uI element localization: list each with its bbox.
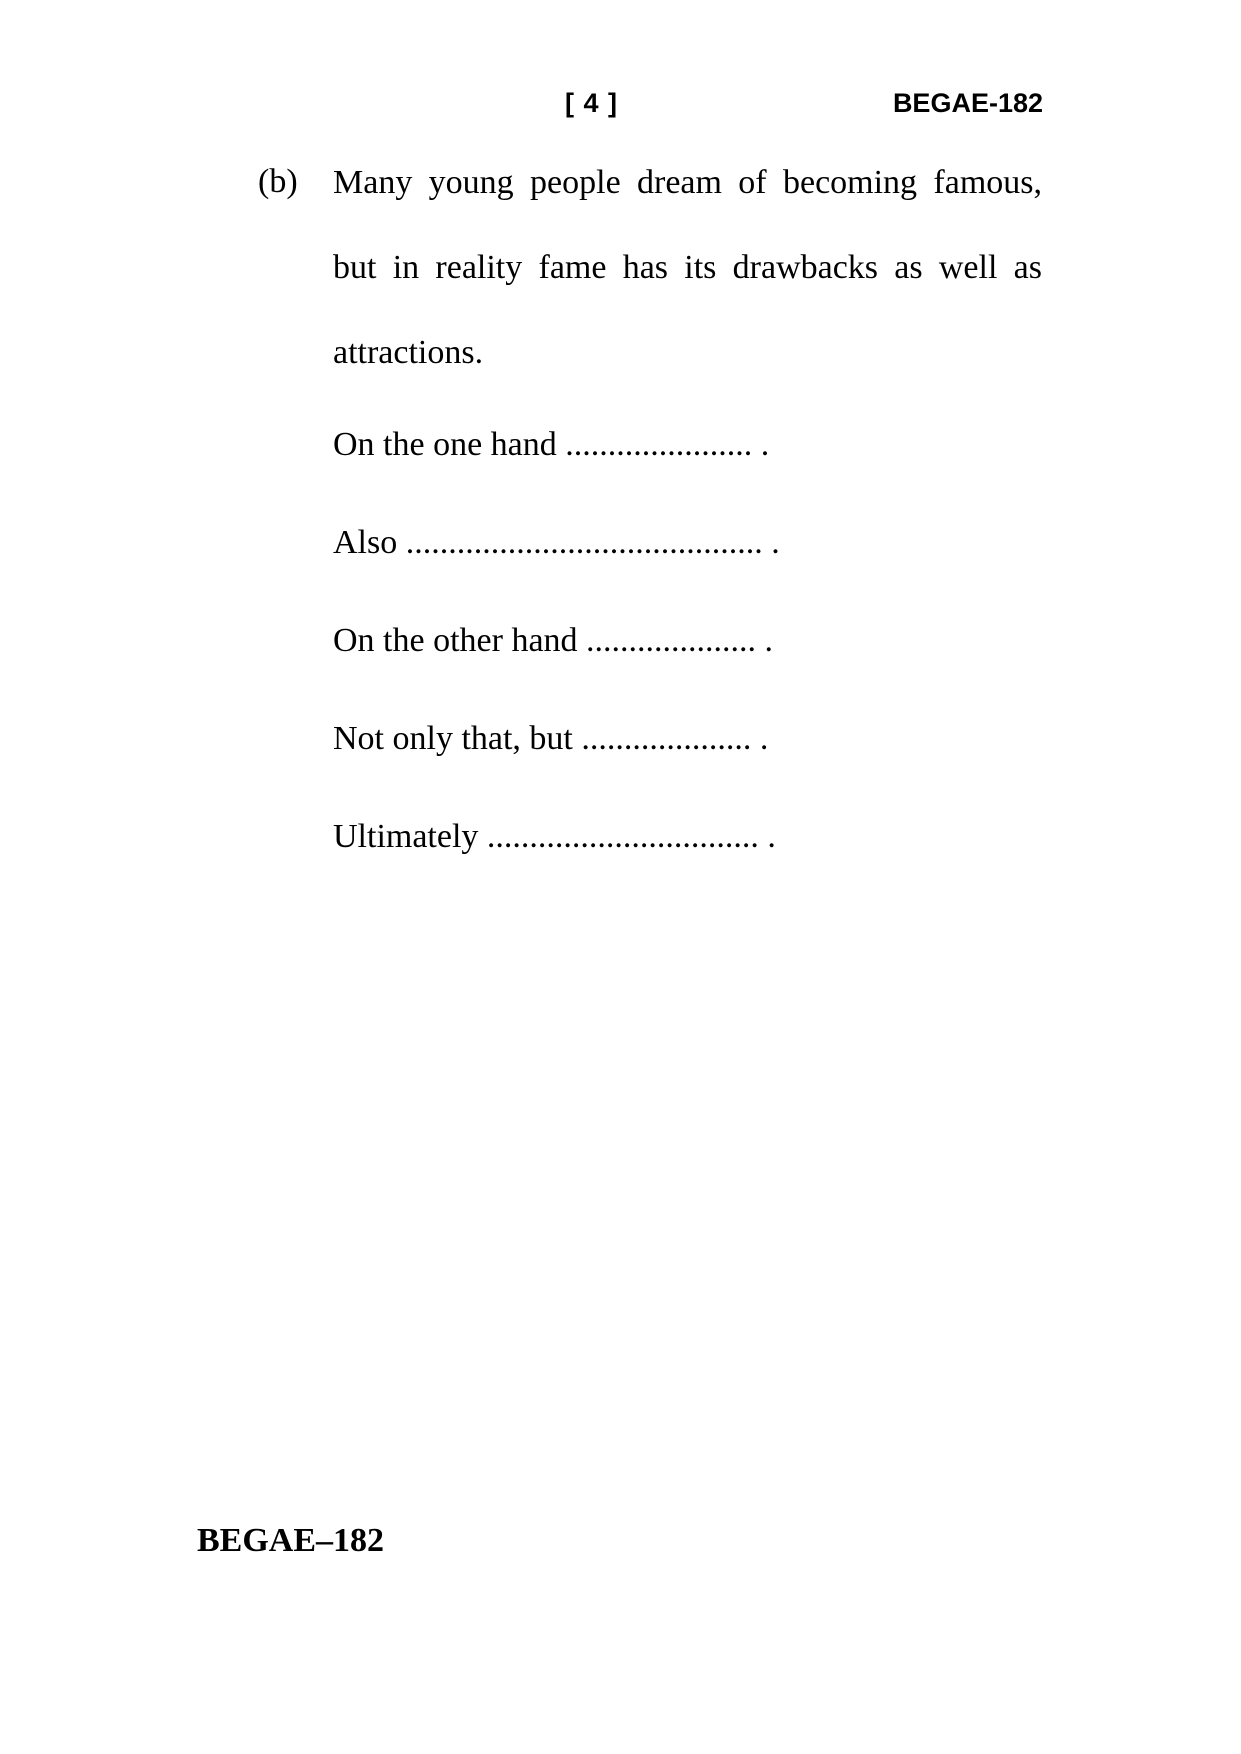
prompt-lead: Ultimately [333, 818, 479, 855]
prompt-lead: On the one hand [333, 426, 557, 463]
footer-course-code: BEGAE–182 [197, 1522, 385, 1559]
prompt-end: . [759, 720, 769, 757]
prompt-end: . [771, 524, 780, 561]
prompt-blank: .................... [581, 720, 752, 757]
question-b [258, 155, 1042, 395]
prompt-end: . [764, 622, 774, 659]
prompt-end: . [767, 818, 776, 855]
prompt-line [333, 425, 780, 523]
prompt-lead: On the other hand [333, 622, 578, 659]
question-text: Many young people dream of becoming famous, but in reality fame has its drawbacks as well as attractions. [333, 164, 1042, 371]
prompt-line [333, 719, 780, 817]
prompt-blank: ................................ [486, 818, 759, 855]
question-label: (b) [258, 163, 298, 200]
prompt-line [333, 523, 780, 621]
prompt-line [333, 817, 780, 915]
prompt-end: . [760, 426, 770, 463]
prompt-lead: Not only that, but [333, 720, 573, 757]
prompt-lead: Also [333, 524, 398, 561]
header-course-code: BEGAE-182 [892, 88, 1043, 118]
prompt-blank: .......................................... [405, 524, 763, 561]
writing-prompts [333, 425, 780, 915]
prompt-line [333, 621, 780, 719]
prompt-blank: ...................... [565, 426, 753, 463]
prompt-blank: .................... [586, 622, 757, 659]
page-number: [ 4 ] [565, 88, 619, 118]
